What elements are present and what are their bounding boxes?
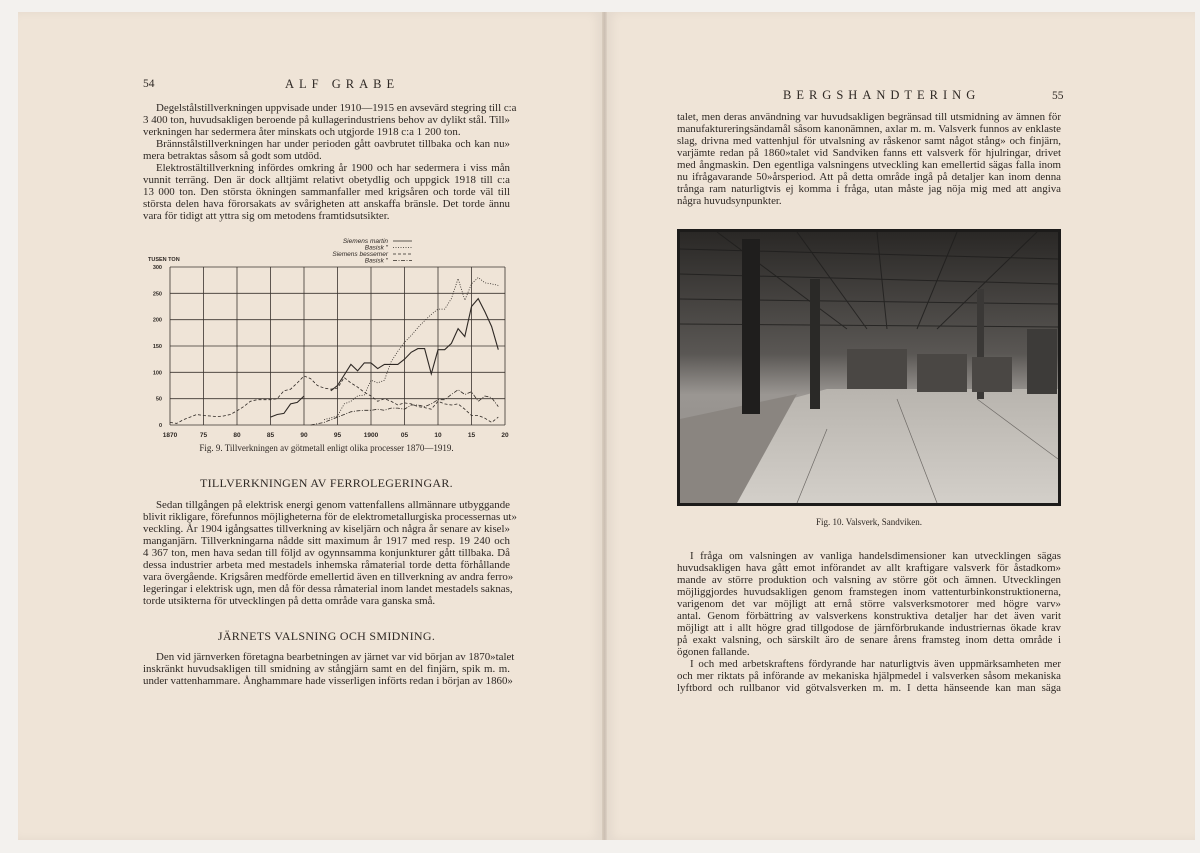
x-tick-label: 05 bbox=[400, 432, 409, 439]
text-line: trånga ram naturligtvis ej komma i fråga, utan måste jag nöja mig med att angiva bbox=[677, 183, 1061, 195]
x-tick-label: 75 bbox=[199, 432, 208, 439]
text-line: talet, men deras användning var huvudsakligen begränsad till utsmidning av ämnen för bbox=[677, 111, 1061, 123]
x-tick-label: 80 bbox=[233, 432, 241, 439]
y-tick-label: 200 bbox=[152, 317, 162, 324]
figure-9-caption: Fig. 9. Tillverkningen av götmetall enligt olika processer 1870—1919. bbox=[199, 443, 454, 453]
x-tick-label: 1900 bbox=[363, 432, 379, 439]
text-line: I och med arbetskraftens fördyrande har naturligtvis även uppmärksamheten mer bbox=[690, 658, 1061, 670]
series-line-1 bbox=[271, 299, 499, 418]
text-line: lyftbord och rullbanor vid götvalsverken m. m. I detta hänseende kan man säga bbox=[677, 682, 1061, 694]
running-head-left: ALF GRABE bbox=[285, 77, 400, 91]
legend-label: Basisk ″ bbox=[364, 257, 388, 265]
text-line: vara övergående. Krigsåren medförde emellertid även en tillverkning av andra ferro» bbox=[143, 571, 514, 583]
running-head-right: BERGSHANDTERING bbox=[783, 88, 981, 102]
x-tick-label: 15 bbox=[467, 432, 476, 439]
text-line: på exakt valsning, och särskilt äro de senare årens framsteg inom detta område i bbox=[677, 634, 1061, 646]
text-line: dessa industrier arbeta med mestadels inhemska råmaterial torde detta förhållande bbox=[143, 559, 510, 571]
legend-label: Siemens bessemer bbox=[332, 251, 388, 258]
x-tick-label: 20 bbox=[501, 432, 509, 439]
text-line: största delen hava förorsakats av svårigheten att anskaffa bränsle. Det torde ännu bbox=[143, 198, 510, 210]
text-line: ögonen fallande. bbox=[677, 646, 750, 658]
chart-legend bbox=[332, 238, 412, 265]
figure-10-caption: Fig. 10. Valsverk, Sandviken. bbox=[815, 517, 923, 527]
text-line: möjligt att i allt högre grad tillgodose de järnförbrukande industriernas ökade krav bbox=[677, 622, 1061, 634]
page-number-left: 54 bbox=[143, 78, 155, 90]
heading-valsning-smidning: JÄRNETS VALSNING OCH SMIDNING. bbox=[217, 629, 436, 643]
rolling-mill-photo bbox=[677, 229, 1061, 506]
text-line: varigenom det var möjligt att ernå större valsverksmotorer med högre varv» bbox=[677, 598, 1061, 610]
y-tick-label: 0 bbox=[158, 423, 162, 429]
x-tick-label: 85 bbox=[266, 432, 275, 439]
text-line: torde utsikterna för utvecklingen på detta område vara ganska små. bbox=[143, 595, 436, 607]
text-line: Elektrostältillverkning infördes omkring år 1900 och har sedermera i viss mån bbox=[156, 162, 510, 174]
text-line: legeringar i elektrisk ugn, men då för dessa råmaterial inom landet mestadels saknas, bbox=[143, 583, 513, 595]
text-line: verkningen har sedermera åter minskats och utgjorde 1918 c:a 1 200 ton. bbox=[143, 126, 461, 138]
y-tick-label: 100 bbox=[152, 370, 162, 377]
text-line: inskränkt huvudsakligen till smidning av stångjärn samt en del finjärn, spik m. m. bbox=[143, 663, 510, 675]
text-line: några huvudsynpunkter. bbox=[677, 195, 782, 207]
text-line: möjliggjordes huvudsakligen genom framstegen inom vattenturbinkonstruktionerna, bbox=[677, 586, 1061, 598]
text-line: slag, drivna med vattenhjul för utvalsning av råskenor samt något stång» och finjärn, bbox=[677, 135, 1061, 147]
text-line: 4 367 ton, men hava sedan till följd av ogynnsamma konjunkturer gått tillbaka. Då bbox=[143, 547, 510, 559]
legend-label: Basisk ″ bbox=[364, 244, 388, 252]
text-line: och mer riktats på införande av mekaniska hjälpmedel i valsverken såsom mekaniska bbox=[677, 670, 1061, 682]
text-line: manganjärn. Tillverkningarna nådde sitt maximum år 1917 med resp. 19 240 och bbox=[143, 535, 510, 547]
legend-label: Siemens martin bbox=[342, 238, 388, 245]
x-tick-label: 90 bbox=[300, 432, 308, 439]
x-tick-label: 95 bbox=[333, 432, 342, 439]
text-line: 13 000 ton. Den största ökningen sammanfaller med krigsåren och torde väl till bbox=[143, 186, 510, 198]
page-number-right: 55 bbox=[1052, 90, 1064, 102]
heading-ferrolegeringar: TILLVERKNINGEN AV FERROLEGERINGAR. bbox=[200, 476, 453, 490]
production-line-chart bbox=[140, 230, 520, 440]
text-line: Sedan tillgången på elektrisk energi genom vattenfallens allmännare utbyggande bbox=[156, 499, 510, 511]
text-line: vara för tidigt att yttra sig om metodens framtidsutsikter. bbox=[143, 210, 390, 222]
y-tick-label: 150 bbox=[152, 344, 162, 350]
text-line: I fråga om valsningen av vanliga handelsdimensioner kan utvecklingen sägas bbox=[690, 550, 1061, 562]
text-line: mande av större produktion och valsning av större göt och ämnen. Utvecklingen bbox=[677, 574, 1061, 586]
text-line: Den vid järnverken företagna bearbetningen av järnet var vid början av 1870»talet bbox=[156, 651, 515, 663]
text-line: Degelstålstillverkningen uppvisade under 1910—1915 en avsevärd stegring till c:a bbox=[156, 102, 517, 114]
text-line: Brännstålstillverkningen har under perioden gått oavbrutet tillbaka och kan nu» bbox=[156, 138, 510, 150]
x-tick-label: 10 bbox=[434, 432, 442, 439]
y-tick-label: 250 bbox=[152, 291, 162, 298]
x-tick-label: 1870 bbox=[162, 432, 178, 439]
chart-grid bbox=[170, 267, 505, 425]
text-line: huvudsakligen hava gått emot införandet av allt kraftigare valsverk för åstadkom» bbox=[677, 562, 1061, 574]
series-line-3 bbox=[170, 376, 498, 423]
y-tick-label: 300 bbox=[152, 265, 162, 271]
text-line: blivit rikligare, förefunnos möjligheterna för de elektrometallurgiska processernas ut» bbox=[143, 511, 517, 523]
text-line: manufaktureringsändamål såsom kanonämnen, axlar m. m. Valsverk funnos av enklaste bbox=[677, 123, 1061, 135]
book-gutter bbox=[602, 12, 607, 840]
text-line: under vattenhammare. Ånghammare hade visserligen införts redan i början av 1860» bbox=[143, 675, 513, 687]
text-line: varjämte redan på 1860»talet vid Sandviken fanns ett valsverk för hjulringar, drivet bbox=[677, 147, 1061, 159]
text-line: antal. Genom förbättring av valsverkens konstruktiva detaljer har det även varit bbox=[677, 610, 1061, 622]
text-line: nu ifrågavarande 50»årsperiod. Att på detta område ingå på detaljer kan inom denna bbox=[677, 171, 1061, 183]
text-line: med ångmaskin. Den egentliga valsningens utveckling kan emellertid sägas falla inom bbox=[677, 159, 1061, 171]
text-line: 3 400 ton, huvudsakligen beroende på kullagerindustriens behov av dylikt stål. Till» bbox=[143, 114, 510, 126]
text-line: veckling. År 1904 igångsattes tillverkning av kiseljärn och några år senare av kisel» bbox=[143, 523, 510, 535]
y-axis-label: TUSEN TON bbox=[148, 257, 180, 263]
y-tick-label: 50 bbox=[155, 396, 162, 403]
text-line: mera betraktas såsom så godt som utdöd. bbox=[143, 150, 322, 162]
text-line: vunnit terräng. Den är dock alltjämt relativt obetydlig och uppgick 1918 till c:a bbox=[143, 174, 510, 186]
